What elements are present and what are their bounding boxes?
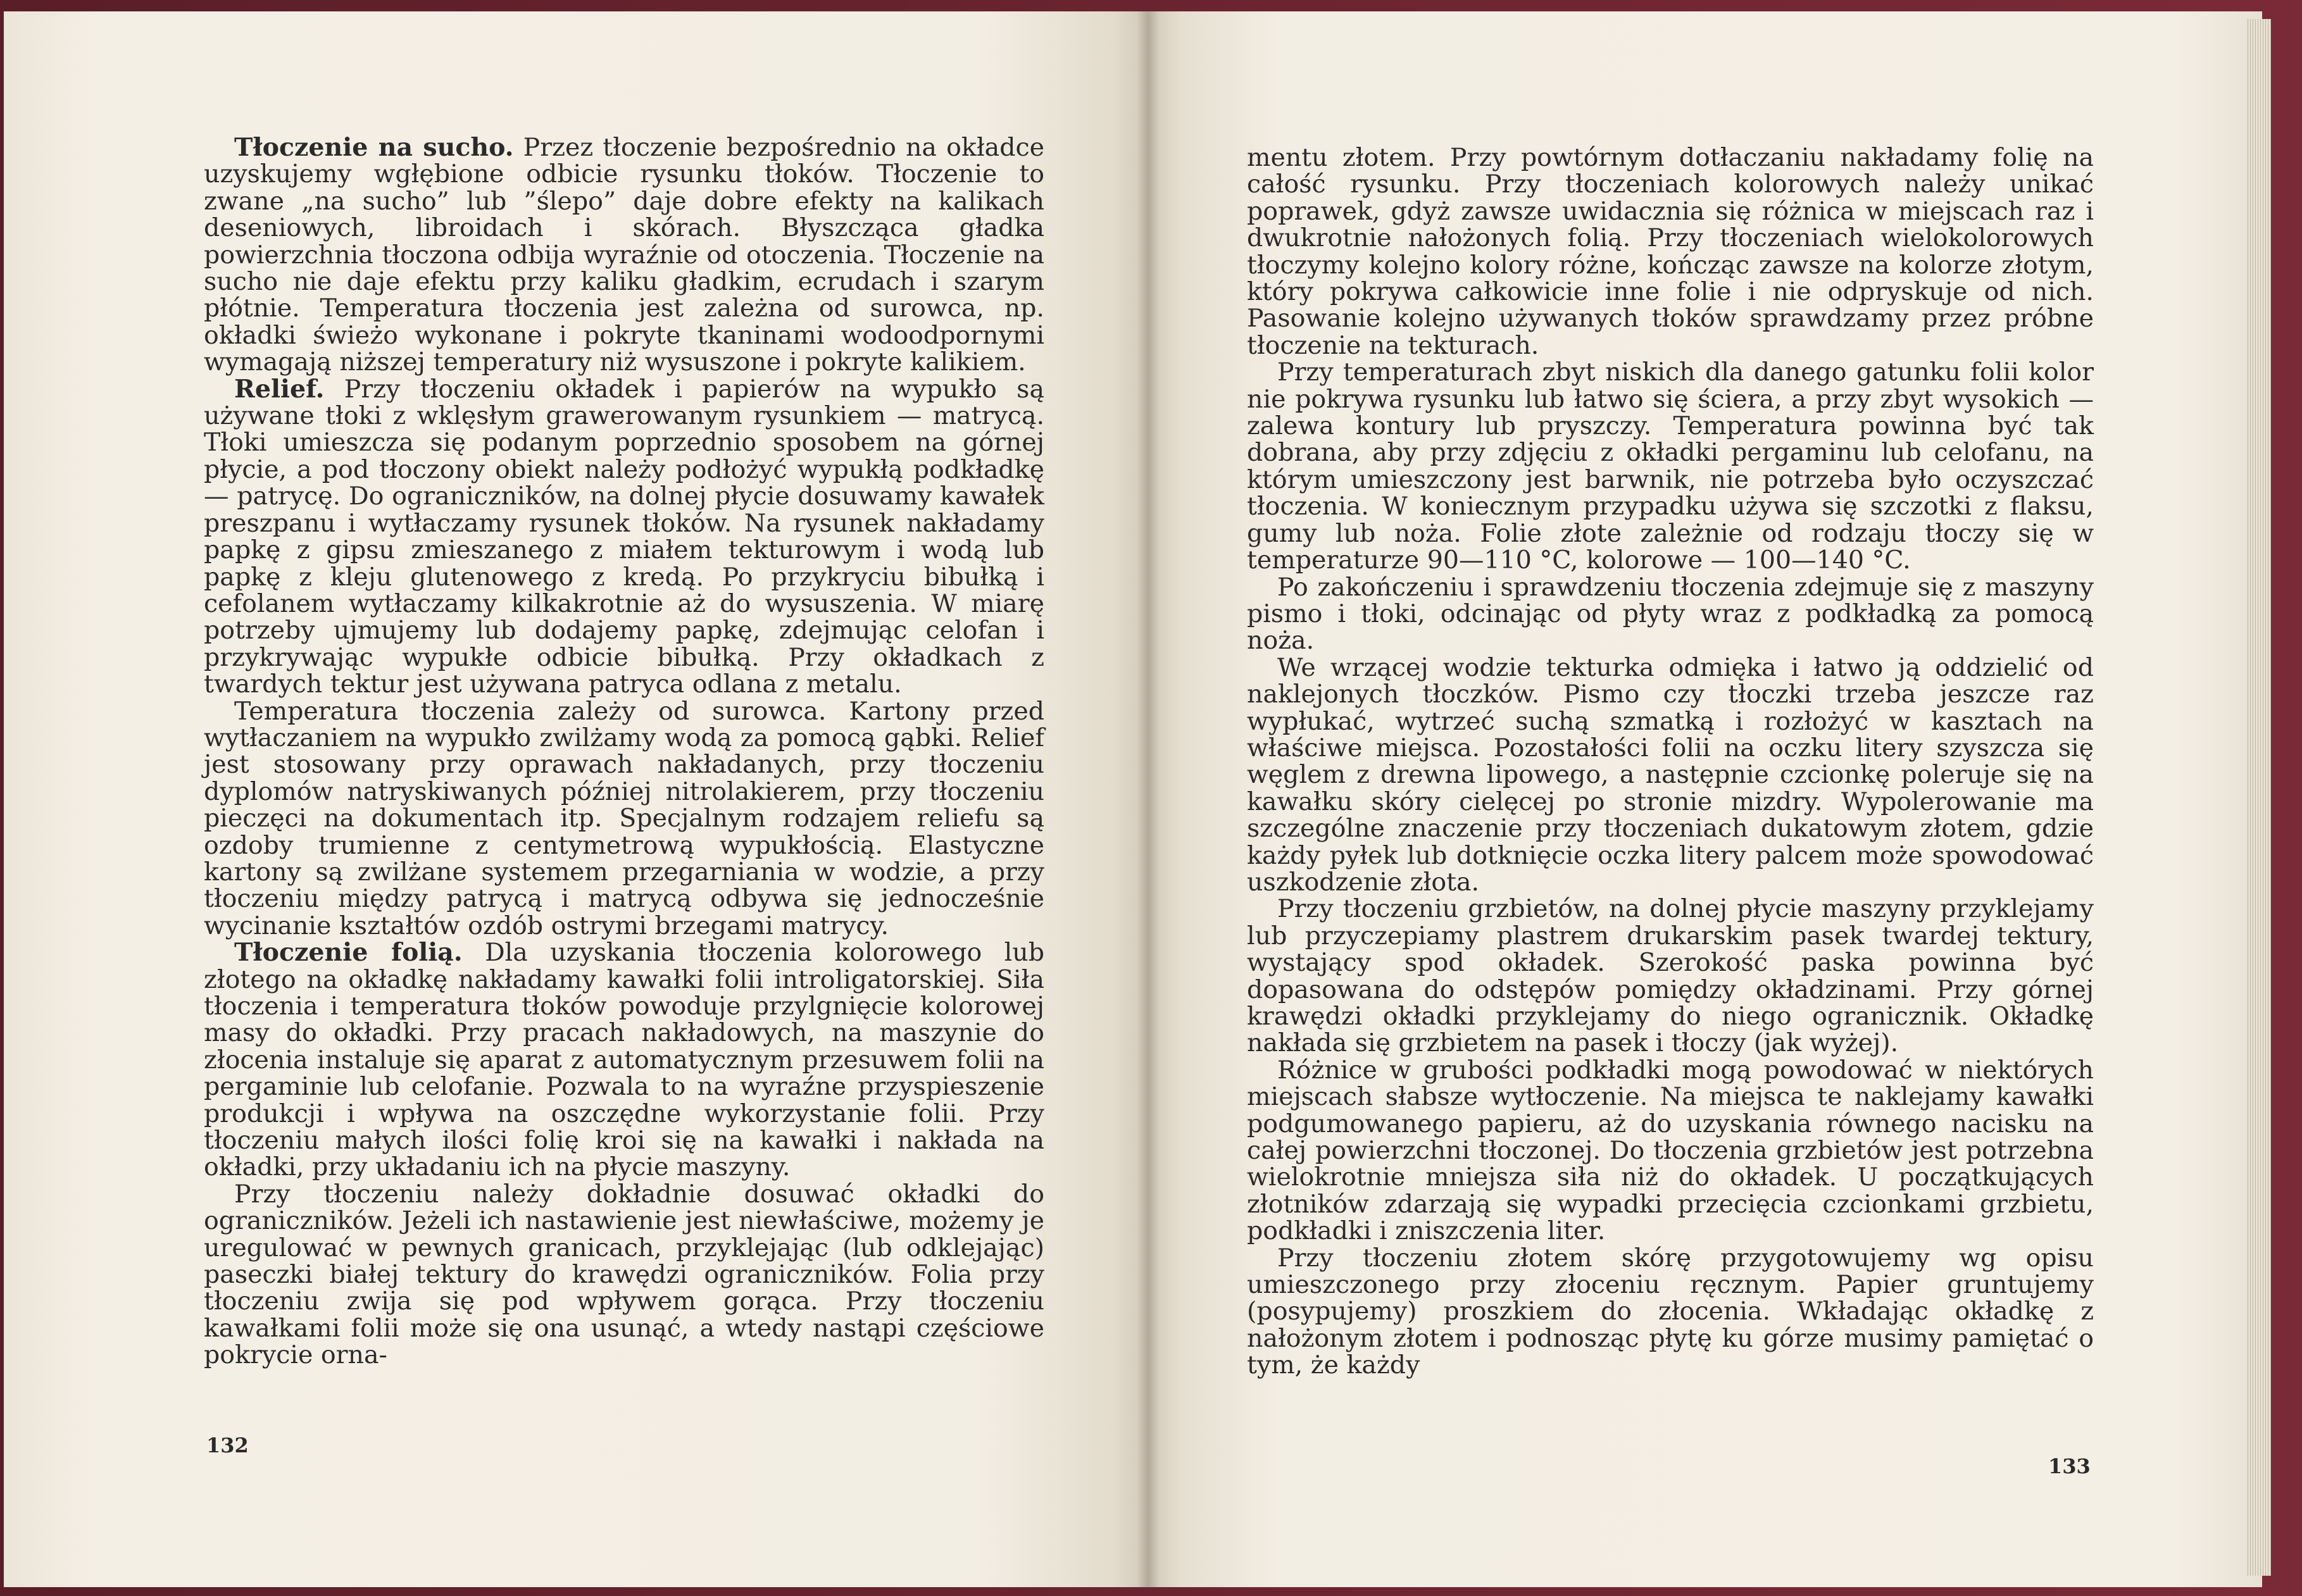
page-edges: [2246, 19, 2271, 1576]
paragraph: [1247, 654, 2094, 896]
paragraph-text: We wrzącej wodzie tekturka odmięka i łatwo ją oddzielić od naklejonych tłoczków. Pismo czy tłoczki trzeba jeszcze raz wypłukać, wytrzeć suchą szmatką i rozłożyć w kasztach na właściwe miejsca. Pozostałości folii na oczku litery szyszcza się węglem z drewna lipowego, a następnie czcionkę poleruje się na kawałku skóry cielęcej po stronie mizdry. Wypolerowanie ma szczególne znaczenie przy tłoczeniach dukatowym złotem, gdzie każdy pyłek lub dotknięcie oczka litery palcem może spowodować uszkodzenie złota.: [1247, 652, 2094, 897]
paragraph-text: Przy tłoczeniu złotem skórę przygotowujemy wg opisu umieszczonego przy złoceniu ręcznym. Papier gruntujemy (posypujemy) proszkiem do złocenia. Wkładając okładkę z nałożonym złotem i podnosząc płytę ku górze musimy pamiętać o tym, że każdy: [1247, 1243, 2094, 1380]
page-number-left: 132: [206, 1433, 249, 1457]
paragraph: [204, 939, 1044, 1181]
page-number-right: 133: [2048, 1454, 2091, 1478]
paragraph: [204, 1181, 1044, 1369]
paragraph-text: Przy tłoczeniu okładek i papierów na wypukło są używane tłoki z wklęsłym grawerowanym rysunkiem — matrycą. Tłoki umieszcza się podanym poprzednio sposobem na górnej płycie, a pod tłoczony obiekt należy podłożyć wypukłą podkładkę — patrycę. Do ograniczników, na dolnej płycie dosuwamy kawałek preszpanu i wytłaczamy rysunek tłoków. Na rysunek nakładamy papkę z gipsu zmieszanego z miałem tekturowym i wodą lub papkę z kleju glutenowego z kredą. Po przykryciu bibułką i cefolanem wytłaczamy kilkakrotnie aż do wysuszenia. W miarę potrzeby ujmujemy lub dodajemy papkę, zdejmując celofan i przykrywając wypukłe odbicie bibułką. Przy okładkach z twardych tektur jest używana patryca odlana z metalu.: [204, 374, 1044, 699]
section-heading: Tłoczenie folią.: [234, 938, 463, 968]
paragraph-text: Dla uzyskania tłoczenia kolorowego lub złotego na okładkę nakładamy kawałki folii introligatorskiej. Siła tłoczenia i temperatura tłoków powoduje przylgnięcie kolorowej masy do okładki. Przy pracach nakładowych, na maszynie do złocenia instaluje się aparat z automatycznym przesuwem folii na pergaminie lub celofanie. Pozwala to na wyraźne przyspieszenie produkcji i wpływa na oszczędne wykorzystanie folii. Przy tłoczeniu małych ilości folię kroi się na kawałki i nakłada na okładki, przy układaniu ich na płycie maszyny.: [204, 938, 1044, 1182]
paragraph: [1247, 1245, 2094, 1379]
paragraph: [204, 698, 1044, 940]
paragraph: [1247, 144, 2094, 359]
left-page-text: [204, 134, 1044, 1369]
paragraph: [1247, 574, 2094, 654]
paragraph-text: Różnice w grubości podkładki mogą powodować w niektórych miejscach słabsze wytłoczenie. Na miejsca te naklejamy kawałki podgumowanego papieru, aż do uzyskania równego nacisku na całej powierzchni tłoczonej. Do tłoczenia grzbietów jest potrzebna wielokrotnie mniejsza siła niż do okładek. U początkujących złotników zdarzają się wypadki przecięcia czcionkami grzbietu, podkładki i zniszczenia liter.: [1247, 1055, 2094, 1246]
paragraph: [204, 134, 1044, 376]
right-page-text: [1247, 144, 2094, 1379]
section-heading: Tłoczenie na sucho.: [234, 133, 514, 162]
paragraph-text: Przez tłoczenie bezpośrednio na okładce uzyskujemy wgłębione odbicie rysunku tłoków. Tłoczenie to zwane „na sucho” lub ”ślepo” daje dobre efekty na kalikach deseniowych, libroidach i skórach. Błyszcząca gładka powierzchnia tłoczona odbija wyraźnie od otoczenia. Tłoczenie na sucho nie daje efektu przy kaliku gładkim, ecrudach i szarym płótnie. Temperatura tłoczenia jest zależna od surowca, np. okładki świeżo wykonane i pokryte tkaninami wodoodpornymi wymagają niższej temperatury niż wysuszone i pokryte kalikiem.: [204, 133, 1044, 377]
paragraph-text: Przy tłoczeniu grzbietów, na dolnej płycie maszyny przyklejamy lub przyczepiamy plastrem drukarskim pasek twardej tektury, wystający spod okładek. Szerokość paska powinna być dopasowana do odstępów pomiędzy okładzinami. Przy górnej krawędzi okładki przyklejamy do niego ogranicznik. Okładkę nakłada się grzbietem na pasek i tłoczy (jak wyżej).: [1247, 894, 2094, 1058]
paragraph-text: Przy temperaturach zbyt niskich dla danego gatunku folii kolor nie pokrywa rysunku lub łatwo się ściera, a przy zbyt wysokich — zalewa kontury lub pryszczy. Temperatura powinna być tak dobrana, aby przy zdjęciu z okładki pergaminu lub celofanu, na którym umieszczony jest barwnik, nie potrzeba było oczyszczać tłoczenia. W koniecznym przypadku używa się szczotki z flaksu, gumy lub noża. Folie złote zależnie od rodzaju tłoczy się w temperaturze 90—110 °C, kolorowe — 100—140 °C.: [1247, 358, 2094, 575]
paragraph: [1247, 1057, 2094, 1245]
paragraph: [1247, 895, 2094, 1056]
section-heading: Relief.: [234, 374, 325, 404]
paragraph-text: mentu złotem. Przy powtórnym dotłaczaniu nakładamy folię na całość rysunku. Przy tłoczeniach kolorowych należy unikać poprawek, gdyż zawsze uwidacznia się różnica w miejscach raz i dwukrotnie nałożonych folią. Przy tłoczeniach wielokolorowych tłoczymy kolejno kolory różne, kończąc zawsze na kolorze złotym, który pokrywa całkowicie inne folie i nie odpryskuje od nich. Pasowanie kolejno używanych tłoków sprawdzamy przez próbne tłoczenie na tekturach.: [1247, 143, 2094, 360]
paragraph: [1247, 359, 2094, 573]
paragraph-text: Przy tłoczeniu należy dokładnie dosuwać okładki do ograniczników. Jeżeli ich nastawienie jest niewłaściwe, możemy je uregulować w pewnych granicach, przyklejając (lub odklejając) paseczki białej tektury do krawędzi ograniczników. Folia przy tłoczeniu zwija się pod wpływem gorąca. Przy tłoczeniu kawałkami folii może się ona usunąć, a wtedy nastąpi częściowe pokrycie orna-: [204, 1179, 1044, 1370]
book-gutter: [1137, 11, 1160, 1587]
paragraph-text: Temperatura tłoczenia zależy od surowca. Kartony przed wytłaczaniem na wypukło zwilżamy wodą za pomocą gąbki. Relief jest stosowany przy oprawach nakładanych, przy tłoczeniu dyplomów natryskiwanych później nitrolakierem, przy tłoczeniu pieczęci na dokumentach itp. Specjalnym rodzajem reliefu są ozdoby trumienne z centymetrową wypukłością. Elastyczne kartony są zwilżane systemem przegarniania w wodzie, a przy tłoczeniu między patrycą i matrycą odbywa się jednocześnie wycinanie kształtów ozdób ostrymi brzegami matrycy.: [204, 696, 1044, 940]
paragraph-text: Po zakończeniu i sprawdzeniu tłoczenia zdejmuje się z maszyny pismo i tłoki, odcinając od płyty wraz z podkładką za pomocą noża.: [1247, 572, 2094, 656]
paragraph: [204, 376, 1044, 698]
